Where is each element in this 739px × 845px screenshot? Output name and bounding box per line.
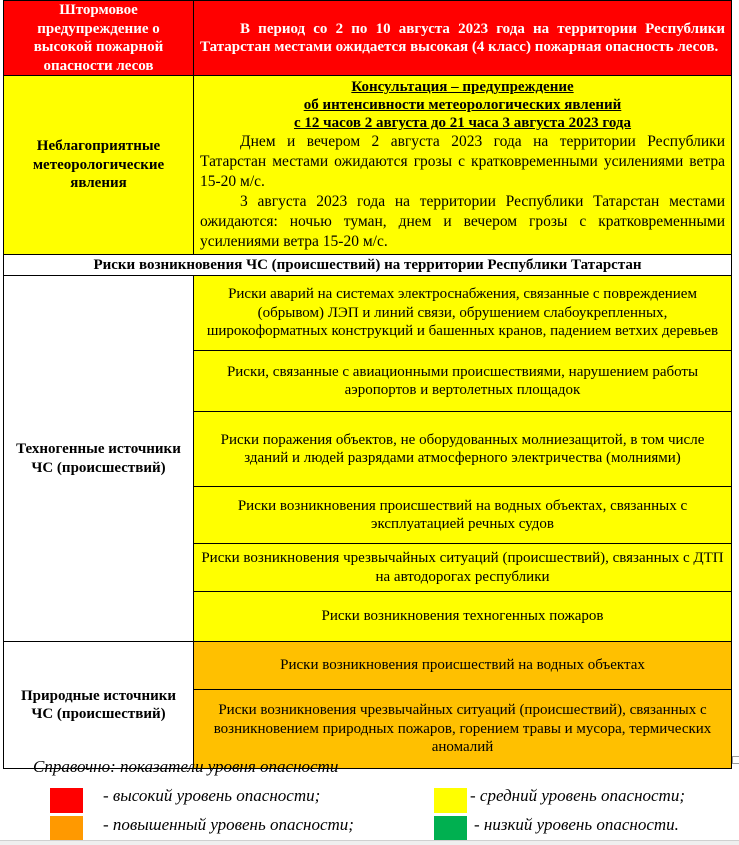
storm-warning-label: Штормовое предупреждение о высокой пожарной опасности лесов — [4, 1, 194, 76]
legend-swatch-high — [50, 788, 83, 813]
legend-swatch-medium — [434, 788, 467, 813]
storm-warning-text: В период со 2 по 10 августа 2023 года на территории Республики Татарстан местами ожидается высокая (4 класс) пожарная опасность лесов. — [194, 1, 732, 76]
legend-label-medium: - средний уровень опасности; — [470, 786, 685, 805]
legend-swatch-low — [434, 816, 467, 841]
natural-label: Природные источники ЧС (происшествий) — [4, 642, 194, 769]
meteo-label: Неблагоприятные метеорологические явления — [4, 76, 194, 255]
legend-label-elevated: - повышенный уровень опасности; — [103, 815, 354, 834]
legend-label-low: - низкий уровень опасности. — [474, 815, 679, 834]
risk-river-vessels: Риски возникновения происшествий на водных объектах, связанных с эксплуатацией речных судов — [194, 487, 732, 544]
consultation-paragraph-1: Днем и вечером 2 августа 2023 года на территории Республики Татарстан местами ожидаются грозы с кратковременными усилениями ветра 15-20 м/с. — [200, 133, 725, 190]
legend-swatch-elevated — [50, 816, 83, 841]
risk-power-lines: Риски аварий на системах электроснабжения, связанные с повреждением (обрывом) ЛЭП и линий связи, обрушением слабоукрепленных, широкоформатных конструкций и башенных кранов, падением ветхих деревьев — [194, 276, 732, 351]
risk-aviation: Риски, связанные с авиационными происшествиями, нарушением работы аэропортов и вертолетных площадок — [194, 351, 732, 412]
consultation-paragraph-2: 3 августа 2023 года на территории Республики Татарстан местами ожидаются: ночью туман, днем и вечером грозы с кратковременными усилениями ветра 15-20 м/с. — [200, 193, 725, 250]
table-resize-handle[interactable] — [732, 756, 739, 764]
risk-natural-fires: Риски возникновения чрезвычайных ситуаций (происшествий), связанных с возникновением природных пожаров, горением травы и мусора, термических аномалий — [194, 690, 732, 769]
risk-forecast-table — [3, 0, 732, 769]
risk-water-bodies: Риски возникновения происшествий на водных объектах — [194, 642, 732, 690]
technogenic-label: Техногенные источники ЧС (происшествий) — [4, 276, 194, 642]
consultation-title-3: с 12 часов 2 августа до 21 часа 3 августа 2023 года — [293, 115, 632, 131]
natural-risk-row — [4, 642, 732, 690]
risks-header: Риски возникновения ЧС (происшествий) на территории Республики Татарстан — [4, 255, 732, 276]
meteo-row — [4, 76, 732, 255]
technogenic-risk-row — [4, 276, 732, 351]
legend-title: Справочно: показатели уровня опасности — [33, 757, 339, 776]
page-bottom-edge — [0, 840, 739, 845]
storm-warning-row — [4, 1, 732, 76]
risks-header-row — [4, 255, 732, 276]
risk-road-accidents: Риски возникновения чрезвычайных ситуаций (происшествий), связанных с ДТП на автодорогах республики — [194, 544, 732, 592]
risk-lightning: Риски поражения объектов, не оборудованных молниезащитой, в том числе зданий и людей разрядами атмосферного электричества (молниями) — [194, 412, 732, 487]
meteo-consultation — [194, 76, 732, 255]
consultation-title-2: об интенсивности метеорологических явлений — [303, 97, 622, 113]
consultation-title-1: Консультация – предупреждение — [351, 79, 574, 95]
legend-label-high: - высокий уровень опасности; — [103, 786, 321, 805]
risk-technogenic-fires: Риски возникновения техногенных пожаров — [194, 592, 732, 642]
